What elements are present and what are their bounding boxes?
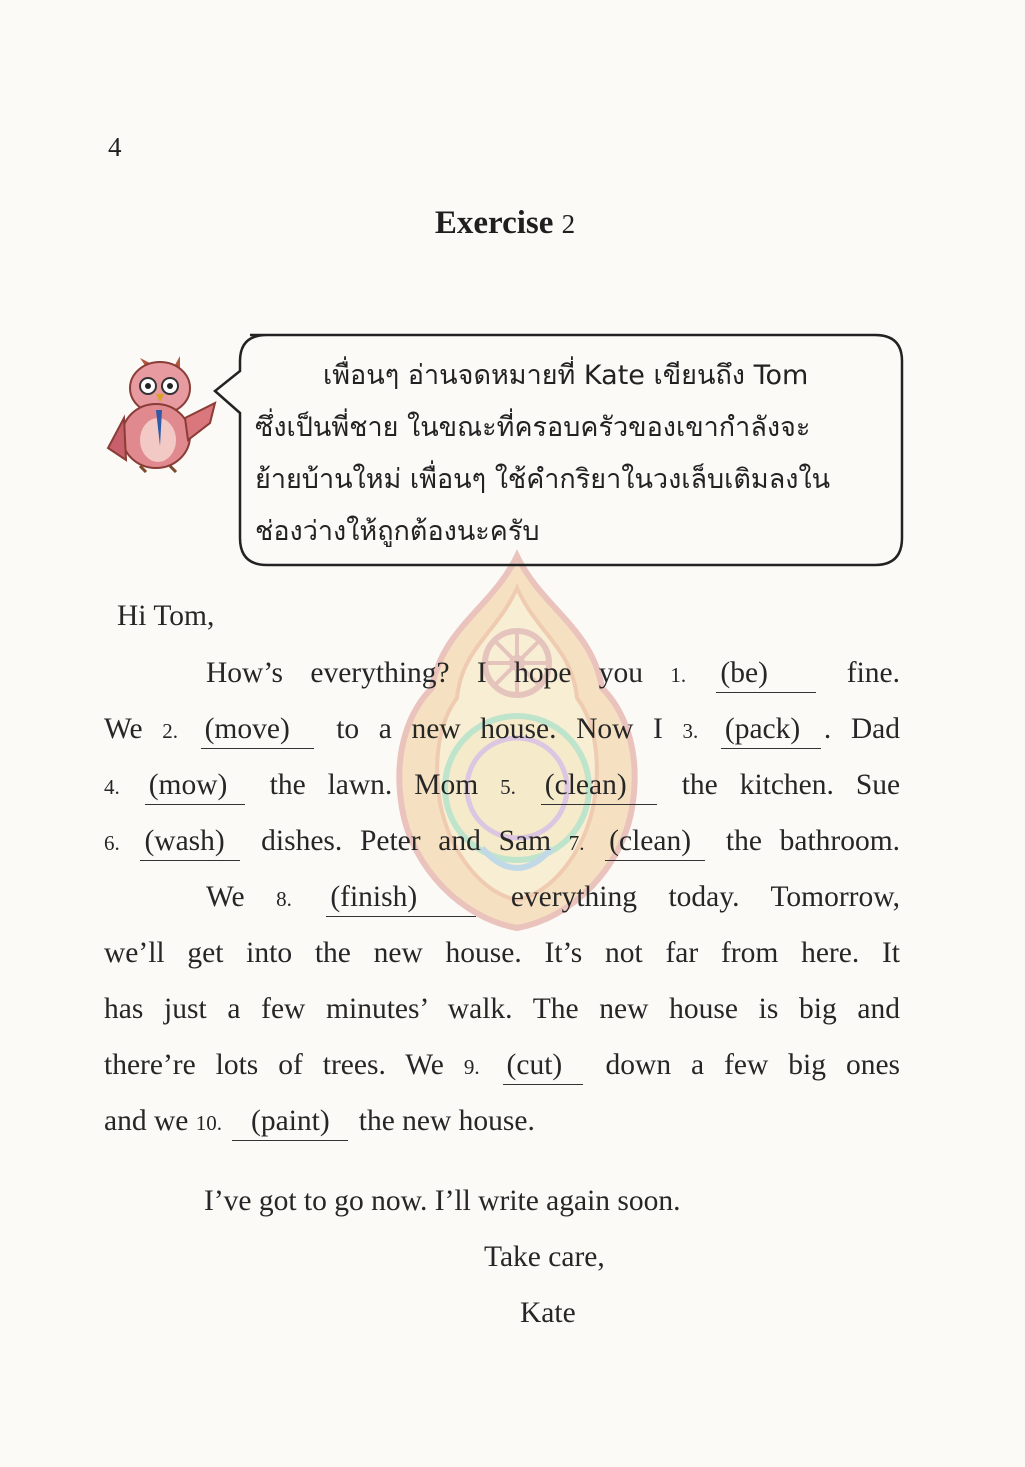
letter-text: How’s everything? I hope you [206, 657, 644, 689]
instruction-line-3: ย้ายบ้านใหม่ เพื่อนๆ ใช้คำกริยาในวงเล็บเติมลงใน [255, 464, 831, 495]
blank-number: 8. [276, 887, 292, 911]
letter-line-4 [104, 825, 900, 861]
letter-text: dishes. Peter and Sam [261, 825, 552, 857]
blank-7[interactable]: (clean) [605, 827, 705, 861]
title-label: Exercise [434, 205, 554, 241]
title-number: 2 [561, 209, 576, 239]
letter-closing-line: I’ve got to go now. I’ll write again soon. [204, 1185, 681, 1217]
blank-6[interactable]: (wash) [140, 827, 240, 861]
letter-line-6: we’ll get into the new house. It’s not far from here. It [104, 937, 900, 969]
letter-text: . Dad [823, 713, 901, 745]
letter-text: to a new house. Now I [336, 713, 663, 745]
blank-5[interactable]: (clean) [541, 771, 657, 805]
blank-number: 5. [500, 775, 516, 799]
blank-number: 1. [670, 663, 687, 687]
letter-line-7: has just a few minutes’ walk. The new house is big and [104, 993, 900, 1025]
blank-10[interactable]: (paint) [232, 1107, 348, 1141]
letter-text: and we [104, 1105, 189, 1137]
letter-text: We [206, 881, 245, 913]
instruction-line-1: เพื่อนๆ อ่านจดหมายที่ Kate เขียนถึง Tom [323, 360, 809, 391]
instruction-text [255, 350, 880, 558]
letter-line-2 [104, 713, 900, 749]
letter-text: the lawn. Mom [269, 769, 479, 801]
exercise-title [0, 205, 1010, 242]
letter-sign-off: Take care, [484, 1241, 605, 1273]
letter-text: everything today. Tomorrow, [510, 881, 901, 913]
letter-text: there’re lots of trees. We [104, 1049, 444, 1081]
letter-text: the kitchen. Sue [681, 769, 901, 801]
letter-line-9 [104, 1105, 900, 1141]
instruction-line-2: ซึ่งเป็นพี่ชาย ในขณะที่ครอบครัวของเขากำลังจะ [255, 412, 811, 443]
letter-text: fine. [846, 657, 900, 689]
blank-8[interactable]: (finish) [326, 883, 476, 917]
blank-number: 10. [195, 1111, 222, 1135]
letter-line-3 [104, 769, 900, 805]
blank-2[interactable]: (move) [201, 715, 314, 749]
letter-text: We [104, 713, 143, 745]
letter-line-1 [104, 657, 900, 693]
owl-teacher-icon [100, 348, 218, 473]
blank-1[interactable]: (be) [716, 659, 816, 693]
blank-4[interactable]: (mow) [145, 771, 245, 805]
blank-number: 7. [568, 831, 585, 855]
letter-text: down a few big ones [605, 1049, 901, 1081]
blank-number: 2. [162, 719, 178, 743]
blank-number: 4. [104, 775, 120, 799]
blank-number: 9. [463, 1055, 480, 1079]
blank-9[interactable]: (cut) [503, 1051, 583, 1085]
letter-greeting: Hi Tom, [117, 600, 215, 632]
letter-text: the bathroom. [725, 825, 901, 857]
blank-3[interactable]: (pack) [721, 715, 821, 749]
instruction-line-4: ช่องว่างให้ถูกต้องนะครับ [255, 516, 540, 547]
letter-line-5 [104, 881, 900, 917]
letter-signature: Kate [520, 1297, 576, 1329]
page-number: 4 [108, 132, 122, 162]
letter-line-8 [104, 1049, 900, 1085]
blank-number: 3. [682, 719, 699, 743]
blank-number: 6. [104, 831, 120, 855]
letter-text: the new house. [358, 1105, 535, 1137]
